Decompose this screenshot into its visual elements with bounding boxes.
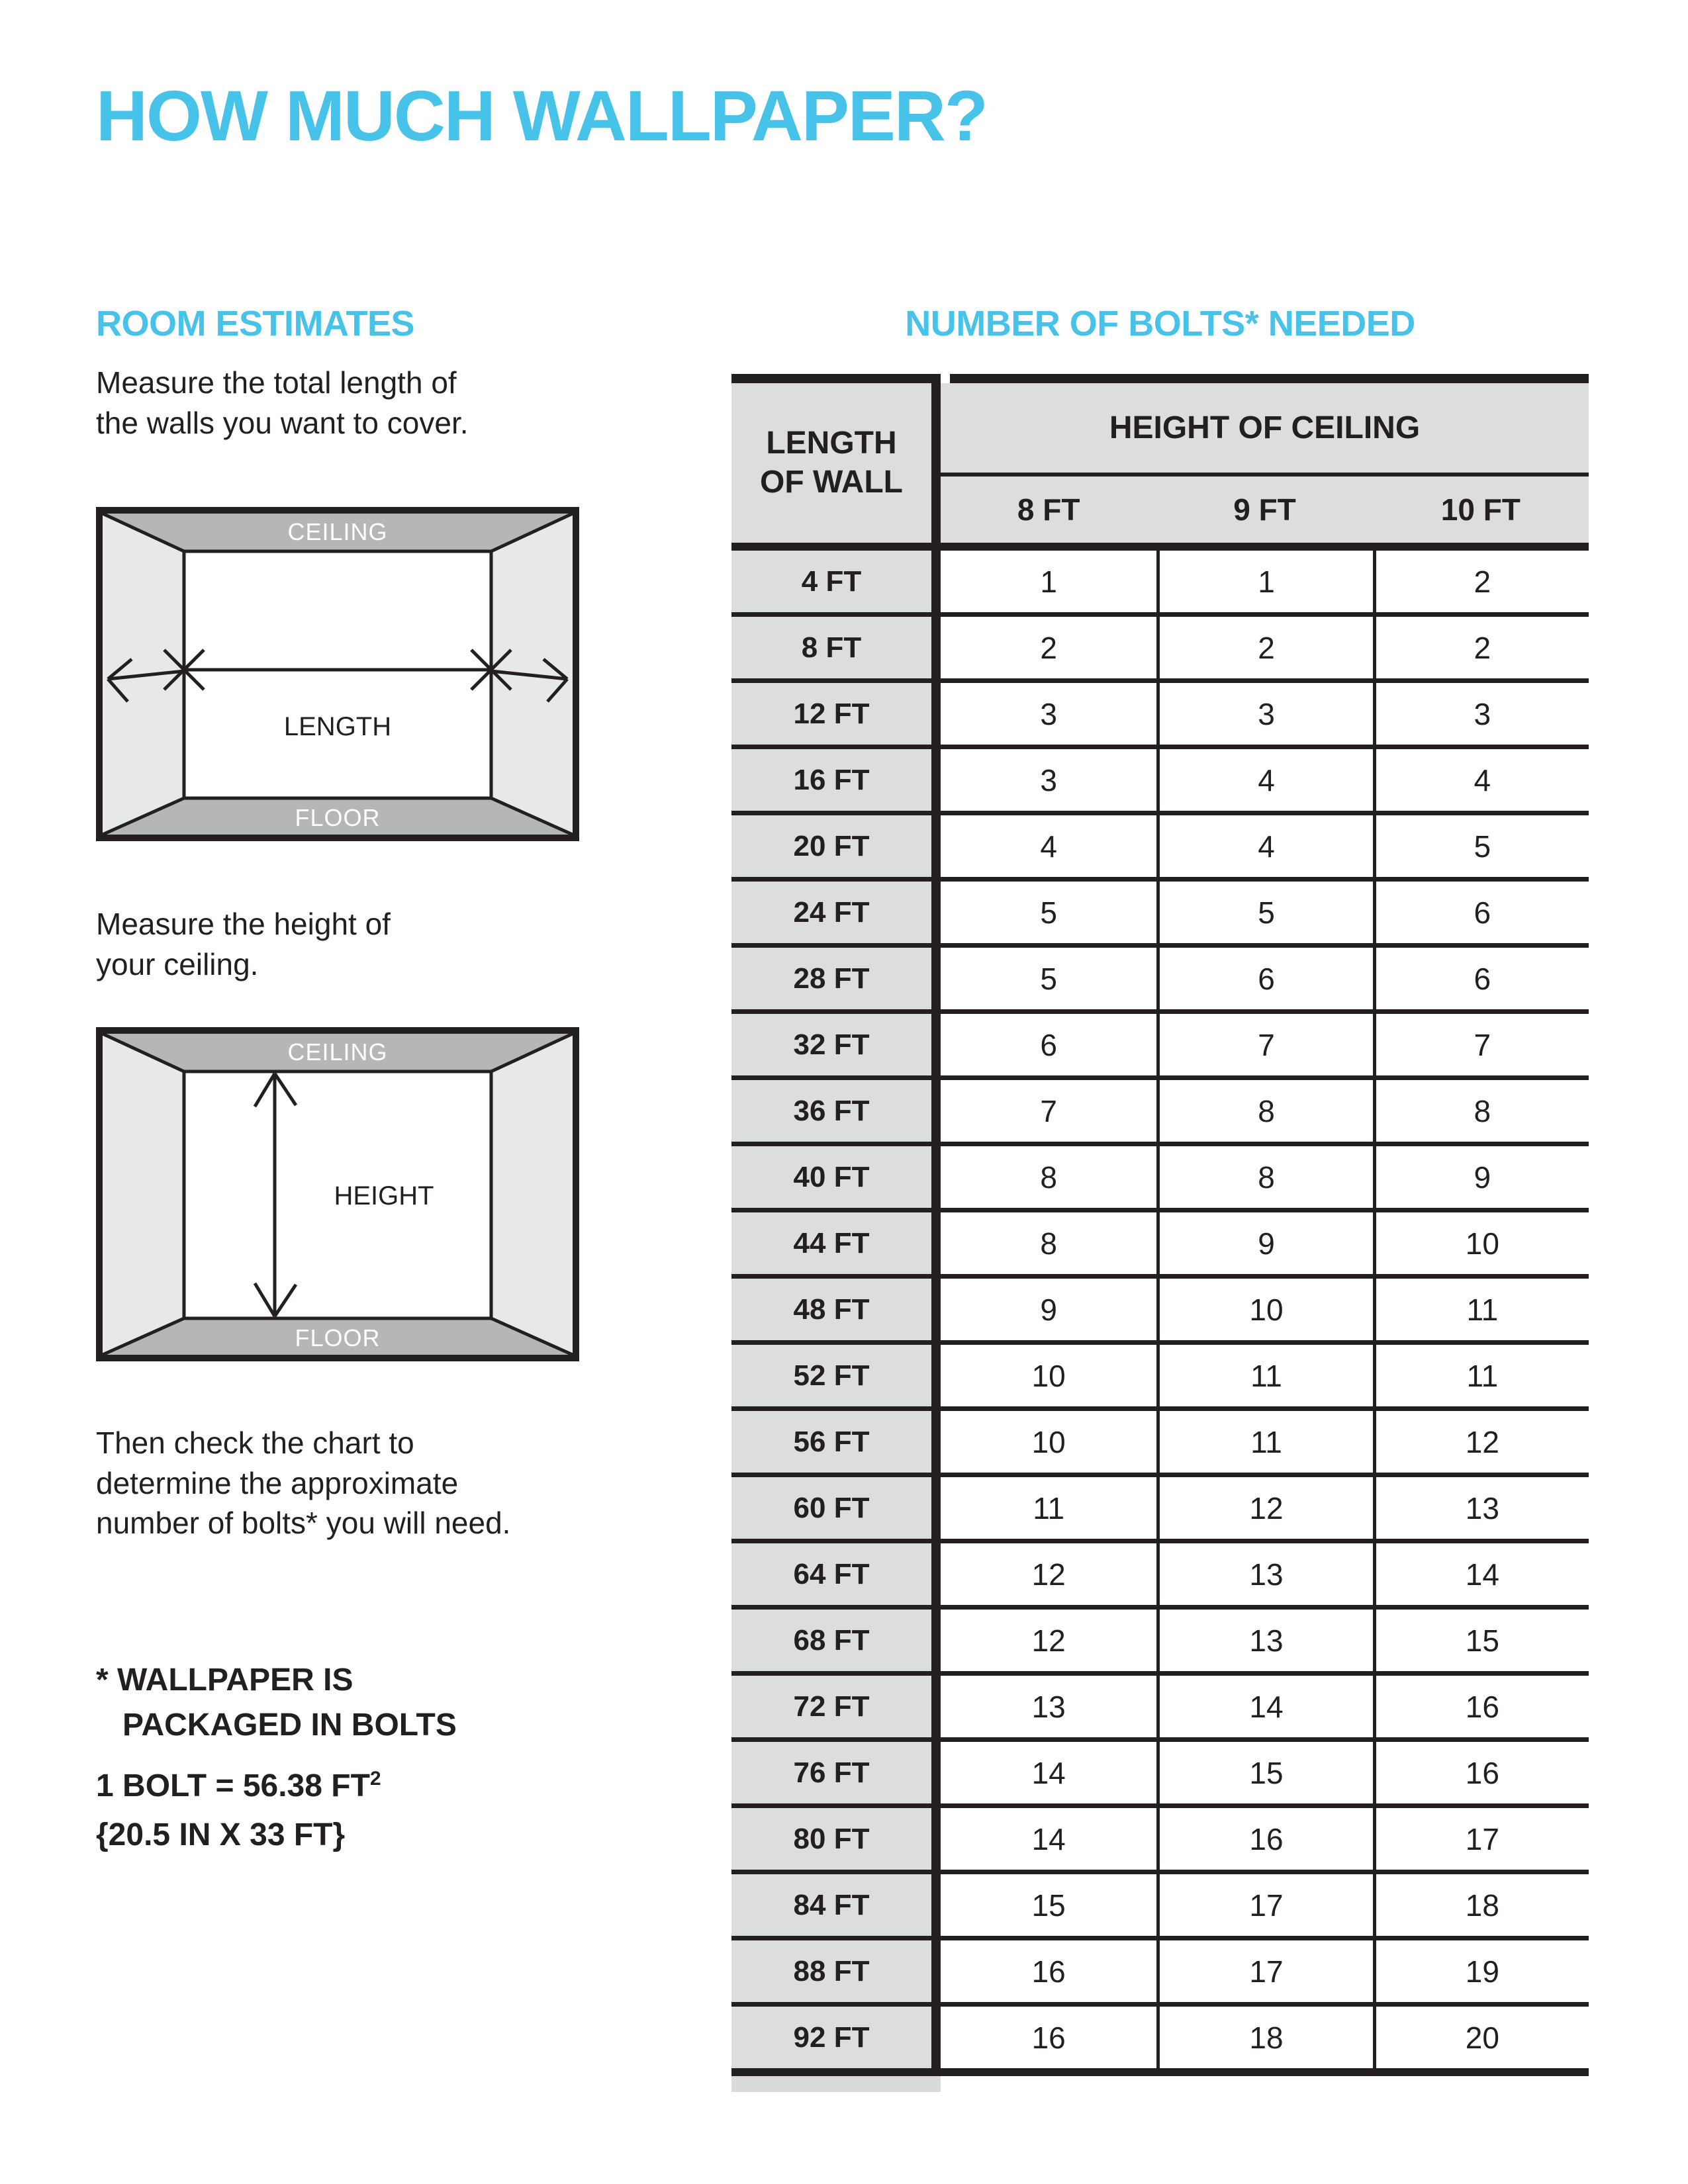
- row-label: 92 FT: [731, 2007, 941, 2068]
- bolt-count-cell: 4: [1373, 749, 1589, 811]
- table-row: [731, 1142, 1589, 1208]
- check-chart-text: [96, 1423, 510, 1543]
- bolt-count-cell: 12: [1156, 1477, 1372, 1539]
- bolt-count-cell: 5: [1373, 815, 1589, 877]
- bolt-count-cell: 14: [941, 1742, 1156, 1803]
- text-line: * WALLPAPER IS: [96, 1662, 353, 1698]
- header-divider: [731, 543, 1589, 551]
- bolt-count-cell: 2: [1373, 617, 1589, 678]
- row-label: 52 FT: [731, 1345, 941, 1406]
- row-label: 4 FT: [731, 551, 941, 612]
- bolt-count-cell: 17: [1156, 1874, 1372, 1936]
- bolt-count-cell: 16: [941, 1940, 1156, 2002]
- bolt-count-cell: 10: [1156, 1279, 1372, 1340]
- floor-label: FLOOR: [295, 1324, 381, 1351]
- bolt-count-cell: 14: [1156, 1676, 1372, 1737]
- table-row: [731, 1406, 1589, 1473]
- bolt-count-cell: 18: [1373, 1874, 1589, 1936]
- bolt-count-cell: 13: [941, 1676, 1156, 1737]
- bolt-count-cell: 14: [1373, 1543, 1589, 1605]
- table-row: [731, 1803, 1589, 1870]
- bolt-count-cell: 4: [1156, 815, 1372, 877]
- room-right-wall: [491, 1034, 573, 1355]
- squared-superscript: 2: [369, 1768, 381, 1790]
- row-label: 84 FT: [731, 1874, 941, 1936]
- text-line: Measure the total length of: [96, 365, 457, 400]
- table-row: [731, 1075, 1589, 1142]
- ceiling-height-diagram: [96, 1027, 579, 1361]
- ceiling-label: CEILING: [287, 518, 388, 545]
- bolt-count-cell: 8: [1156, 1080, 1372, 1142]
- bolt-count-cell: 17: [1156, 1940, 1372, 2002]
- table-row: [731, 612, 1589, 678]
- table-top-bar: [731, 374, 1589, 383]
- bolt-count-cell: 11: [1373, 1345, 1589, 1406]
- bolt-count-cell: 13: [1156, 1610, 1372, 1671]
- bolt-count-cell: 16: [1156, 1808, 1372, 1870]
- bolt-count-cell: 11: [941, 1477, 1156, 1539]
- row-label: 20 FT: [731, 815, 941, 877]
- bolt-count-cell: 16: [941, 2007, 1156, 2068]
- bolt-count-cell: 14: [941, 1808, 1156, 1870]
- row-label: 48 FT: [731, 1279, 941, 1340]
- bolt-count-cell: 7: [941, 1080, 1156, 1142]
- bolt-count-cell: 8: [1156, 1146, 1372, 1208]
- bolt-count-cell: 8: [1373, 1080, 1589, 1142]
- row-label: 72 FT: [731, 1676, 941, 1737]
- row-label: 24 FT: [731, 882, 941, 943]
- ceiling-height-columns: [941, 477, 1589, 543]
- bolt-count-cell: 5: [1156, 882, 1372, 943]
- table-row: [731, 877, 1589, 943]
- col-header-9ft: 9 FT: [1233, 492, 1296, 527]
- table-row: [731, 1671, 1589, 1737]
- row-label: 16 FT: [731, 749, 941, 811]
- col-header-length-of-wall: [731, 383, 941, 543]
- bolt-count-cell: 9: [1156, 1212, 1372, 1274]
- room-left-wall: [103, 1034, 184, 1355]
- bolt-count-cell: 16: [1373, 1742, 1589, 1803]
- row-label: 8 FT: [731, 617, 941, 678]
- bolt-count-cell: 8: [941, 1146, 1156, 1208]
- col-header-10ft: 10 FT: [1440, 492, 1521, 527]
- row-label: 88 FT: [731, 1940, 941, 2002]
- row-label: 40 FT: [731, 1146, 941, 1208]
- bolt-count-cell: 11: [1156, 1345, 1372, 1406]
- length-label: LENGTH: [283, 712, 392, 741]
- bolt-count-cell: 10: [941, 1345, 1156, 1406]
- bolts-needed-heading: NUMBER OF BOLTS* NEEDED: [905, 304, 1415, 343]
- bolt-count-cell: 15: [1373, 1610, 1589, 1671]
- text-line: the walls you want to cover.: [96, 405, 469, 440]
- text-line: Measure the height of: [96, 907, 391, 941]
- row-label: 44 FT: [731, 1212, 941, 1274]
- ceiling-label: CEILING: [287, 1038, 388, 1066]
- row-label: 64 FT: [731, 1543, 941, 1605]
- bolt-count-cell: 6: [1373, 882, 1589, 943]
- text-line: number of bolts* you will need.: [96, 1506, 511, 1541]
- bolt-count-cell: 13: [1373, 1477, 1589, 1539]
- table-row: [731, 1605, 1589, 1671]
- bolt-count-cell: 20: [1373, 2007, 1589, 2068]
- room-estimates-heading: ROOM ESTIMATES: [96, 304, 415, 343]
- bolt-count-cell: 9: [941, 1279, 1156, 1340]
- text-line: {20.5 IN X 33 FT}: [96, 1817, 346, 1853]
- table-body: [731, 551, 1589, 2068]
- bolt-count-cell: 18: [1156, 2007, 1372, 2068]
- table-row: [731, 1340, 1589, 1406]
- bolt-count-cell: 3: [941, 683, 1156, 745]
- measure-length-text: [96, 363, 469, 443]
- table-row: [731, 551, 1589, 612]
- bolt-count-cell: 9: [1373, 1146, 1589, 1208]
- row-label: 28 FT: [731, 948, 941, 1009]
- bolt-count-cell: 11: [1373, 1279, 1589, 1340]
- bolt-count-cell: 7: [1156, 1014, 1372, 1075]
- table-row: [731, 1009, 1589, 1075]
- wallpaper-bolts-footnote: [96, 1658, 457, 1748]
- bolt-count-cell: 12: [1373, 1411, 1589, 1473]
- bolt-count-cell: 6: [1373, 948, 1589, 1009]
- floor-label: FLOOR: [295, 804, 381, 831]
- bolt-count-cell: 3: [941, 749, 1156, 811]
- table-row: [731, 811, 1589, 877]
- table-row: [731, 745, 1589, 811]
- row-label: 76 FT: [731, 1742, 941, 1803]
- bolt-count-cell: 6: [1156, 948, 1372, 1009]
- bolt-count-cell: 7: [1373, 1014, 1589, 1075]
- bolt-count-cell: 19: [1373, 1940, 1589, 2002]
- bolt-count-cell: 6: [941, 1014, 1156, 1075]
- text-line: your ceiling.: [96, 946, 259, 981]
- bolt-size-info: [96, 1762, 381, 1860]
- row-label: 32 FT: [731, 1014, 941, 1075]
- room-length-diagram: [96, 507, 579, 841]
- bolt-count-cell: 3: [1156, 683, 1372, 745]
- bolt-count-cell: 12: [941, 1543, 1156, 1605]
- table-row: [731, 1473, 1589, 1539]
- table-header: [731, 383, 1589, 543]
- row-label: 36 FT: [731, 1080, 941, 1142]
- bolt-count-cell: 1: [941, 551, 1156, 612]
- bolt-count-cell: 10: [941, 1411, 1156, 1473]
- bolt-count-cell: 3: [1373, 683, 1589, 745]
- row-label: 56 FT: [731, 1411, 941, 1473]
- bolt-count-cell: 17: [1373, 1808, 1589, 1870]
- row-label: 80 FT: [731, 1808, 941, 1870]
- text-line: PACKAGED IN BOLTS: [122, 1707, 457, 1743]
- text-line: determine the approximate: [96, 1465, 459, 1500]
- bolt-count-cell: 12: [941, 1610, 1156, 1671]
- bolt-count-cell: 2: [1156, 617, 1372, 678]
- table-row: [731, 2002, 1589, 2068]
- bolt-count-cell: 4: [1156, 749, 1372, 811]
- table-row: [731, 1274, 1589, 1340]
- table-row: [731, 678, 1589, 745]
- bolt-count-cell: 2: [941, 617, 1156, 678]
- table-row: [731, 1737, 1589, 1803]
- bolt-count-cell: 15: [1156, 1742, 1372, 1803]
- text-line: OF WALL: [760, 464, 903, 500]
- table-row: [731, 1539, 1589, 1605]
- bolts-table: [731, 374, 1589, 2092]
- bolt-count-cell: 11: [1156, 1411, 1372, 1473]
- row-label: 60 FT: [731, 1477, 941, 1539]
- table-bottom-border: [731, 2068, 1589, 2076]
- col-header-8ft: 8 FT: [1017, 492, 1080, 527]
- bolt-count-cell: 8: [941, 1212, 1156, 1274]
- table-row: [731, 1936, 1589, 2002]
- page-title: HOW MUCH WALLPAPER?: [96, 75, 987, 156]
- bolt-count-cell: 13: [1156, 1543, 1372, 1605]
- text-line: Then check the chart to: [96, 1426, 414, 1460]
- row-label: 68 FT: [731, 1610, 941, 1671]
- row-label: 12 FT: [731, 683, 941, 745]
- text-line: 1 BOLT = 56.38 $FT^2$: [96, 1768, 381, 1803]
- bolt-count-cell: 16: [1373, 1676, 1589, 1737]
- bolt-count-cell: 1: [1156, 551, 1372, 612]
- col-group-header-height-of-ceiling: HEIGHT OF CEILING: [941, 383, 1589, 477]
- text-line: LENGTH: [766, 425, 897, 461]
- bolt-count-cell: 5: [941, 948, 1156, 1009]
- bolt-count-cell: 10: [1373, 1212, 1589, 1274]
- height-label: HEIGHT: [334, 1181, 434, 1210]
- room-back-wall: [184, 551, 491, 798]
- bolt-count-cell: 5: [941, 882, 1156, 943]
- table-shadow: [731, 2076, 941, 2092]
- table-row: [731, 1208, 1589, 1274]
- bolt-count-cell: 2: [1373, 551, 1589, 612]
- table-row: [731, 943, 1589, 1009]
- table-row: [731, 1870, 1589, 1936]
- bolt-count-cell: 4: [941, 815, 1156, 877]
- bolt-count-cell: 15: [941, 1874, 1156, 1936]
- measure-height-text: [96, 904, 391, 984]
